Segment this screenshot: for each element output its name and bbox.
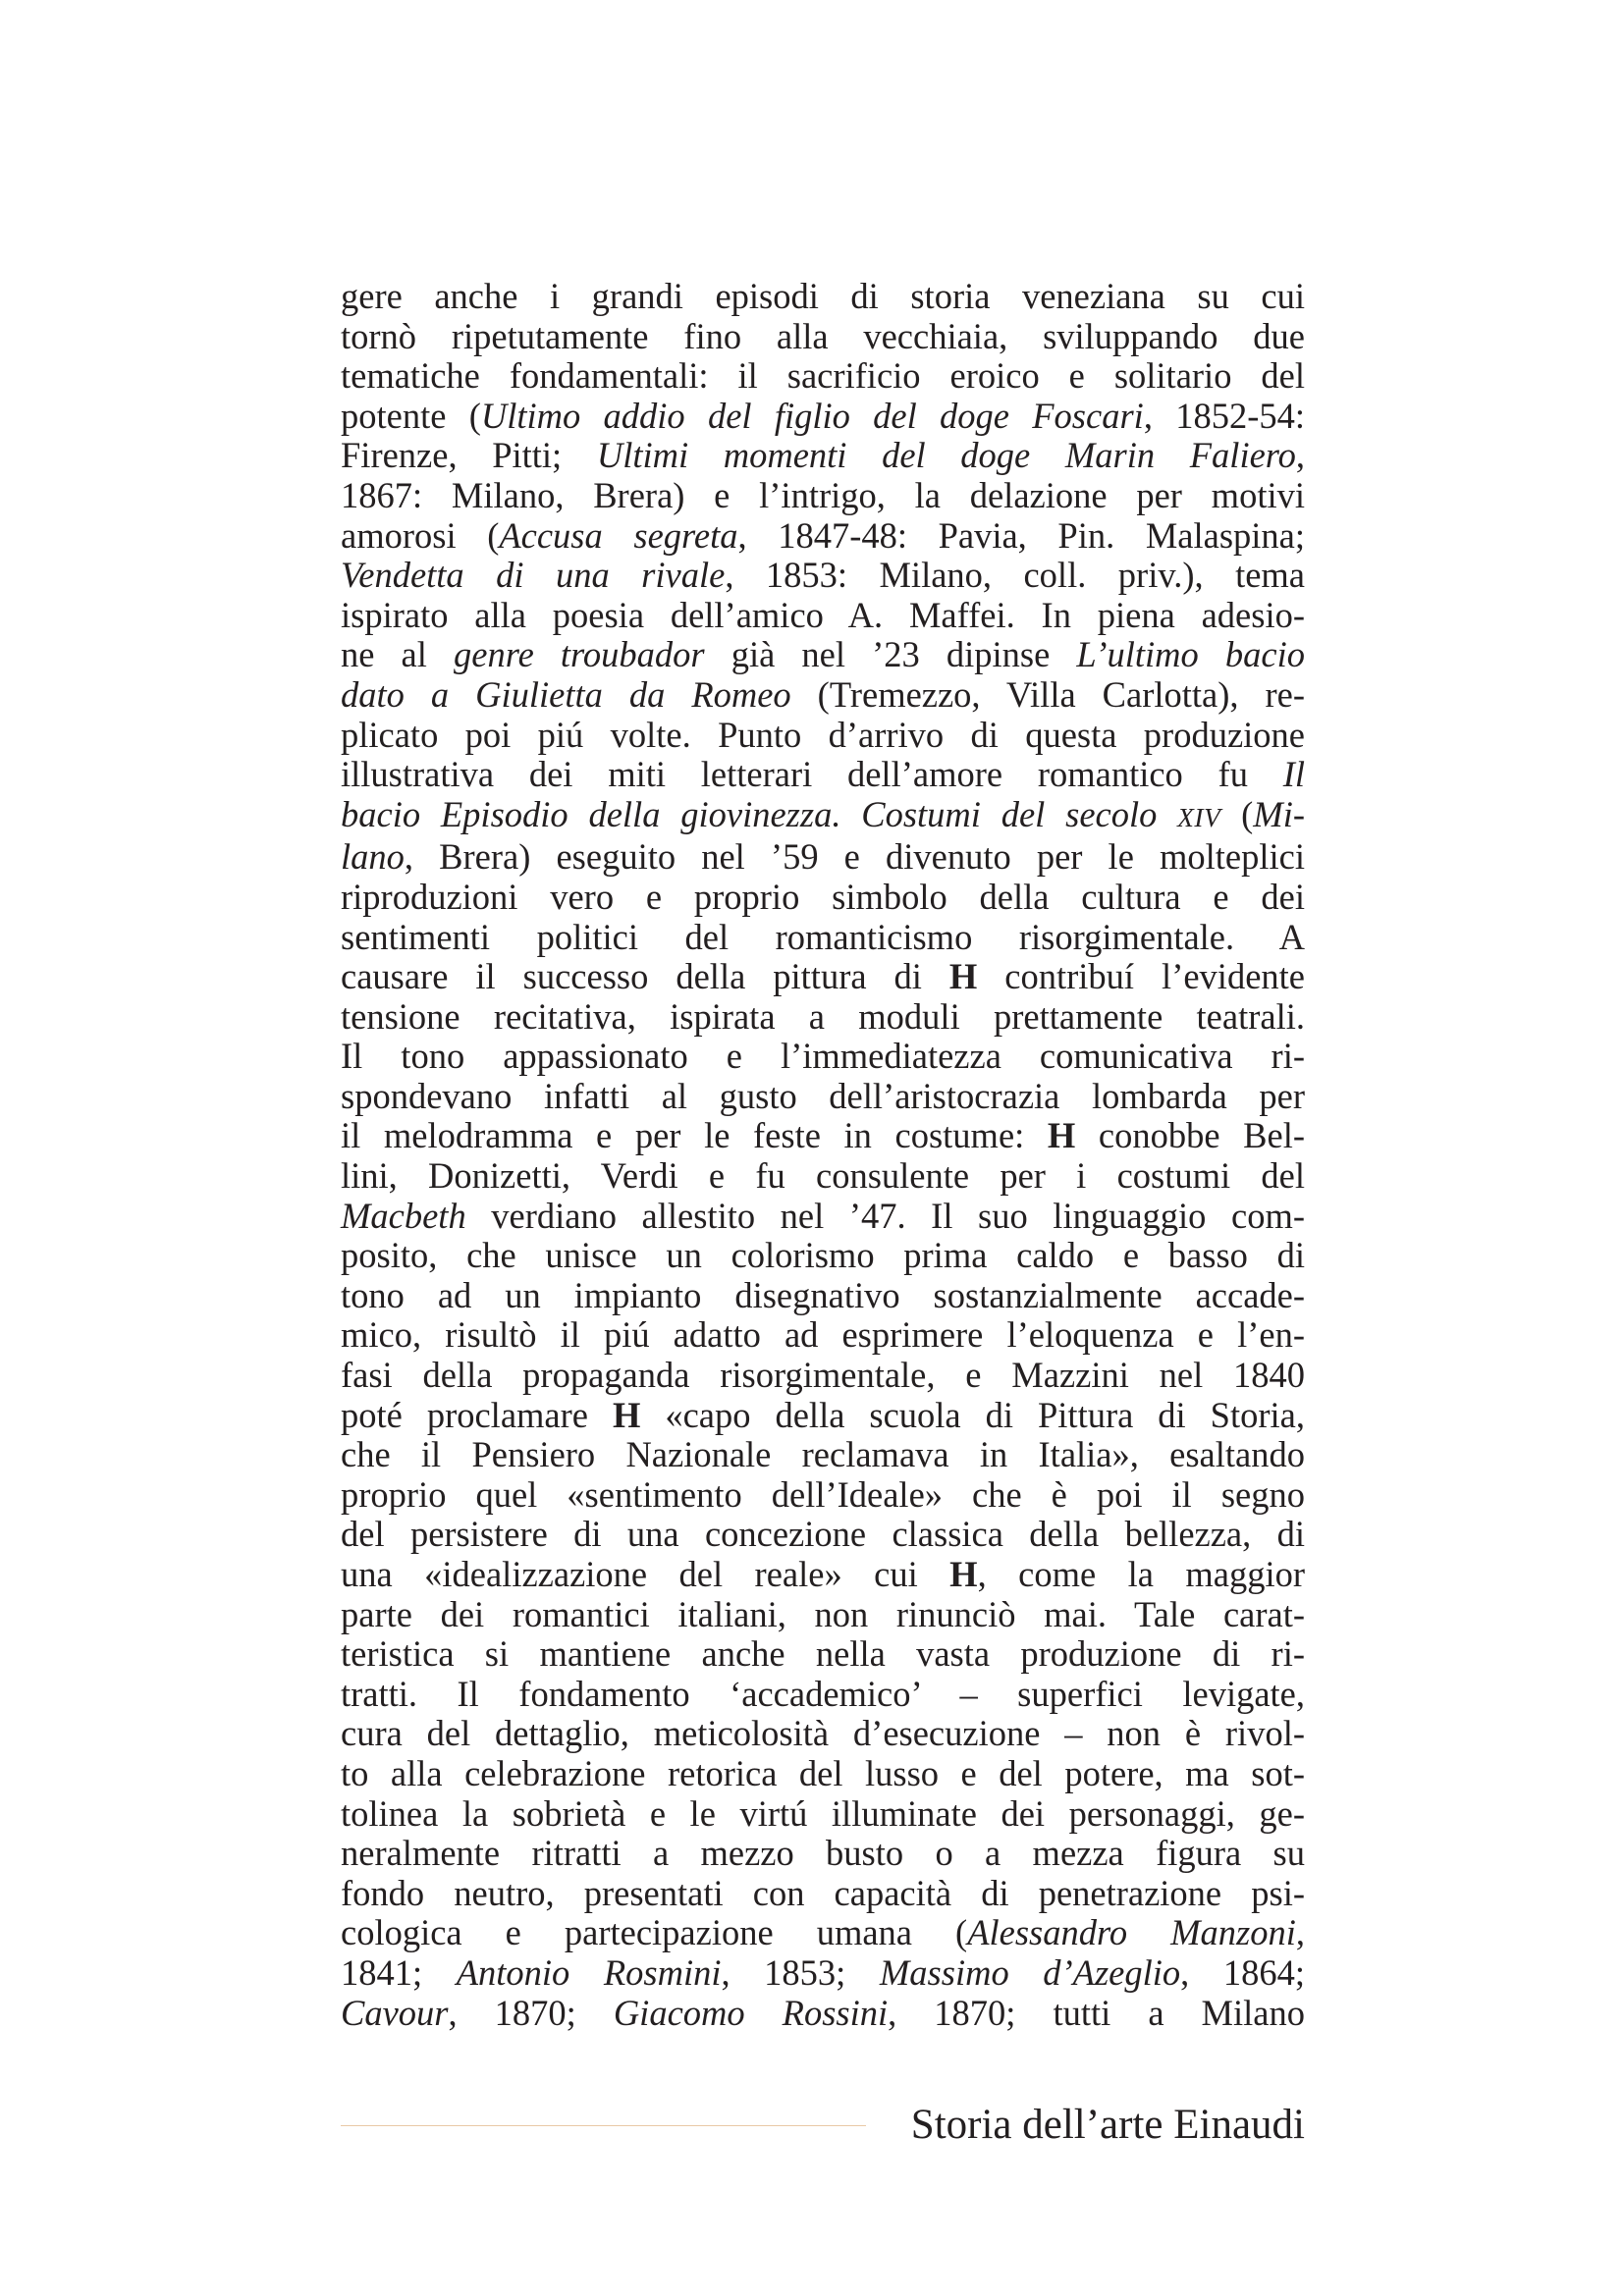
bold-initial: H: [1047, 1115, 1076, 1156]
text-line: [341, 277, 1305, 317]
text-run: spondevano infatti al gusto dell’aristocrazia lombarda per: [341, 1075, 1305, 1116]
text-line: [341, 1315, 1305, 1356]
text-run: amorosi (: [341, 514, 500, 556]
italic-text: bacio Episodio della giovinezza. Costumi del secolo: [341, 793, 1178, 834]
bold-initial: H: [948, 956, 978, 997]
text-run: poté proclamare: [341, 1394, 613, 1435]
text-run: , 1864;: [1180, 1951, 1305, 1993]
text-run: tono ad un impianto disegnativo sostanzialmente accade-: [341, 1274, 1305, 1315]
text-run: , 1852-54:: [1143, 395, 1306, 436]
footer-title: Storia dell’arte Einaudi: [910, 2102, 1305, 2148]
text-line: [341, 1197, 1305, 1237]
text-run: , 1870;: [448, 1992, 614, 2033]
italic-text: Accusa segreta: [499, 514, 738, 556]
text-run: ,: [1295, 435, 1306, 476]
text-run: cologica e partecipazione umana (: [341, 1912, 968, 1953]
italic-text: Alessandro Manzoni: [967, 1912, 1296, 1953]
text-line: [341, 1116, 1305, 1156]
text-line: [341, 596, 1305, 636]
text-run: una «idealizzazione del reale» cui: [341, 1554, 950, 1594]
text-line: [341, 1714, 1305, 1754]
italic-text: Ultimo addio del figlio del doge Foscari: [480, 395, 1144, 436]
italic-text: lano: [341, 836, 405, 878]
text-run: gere anche i grandi episodi di storia veneziana su cui: [341, 276, 1305, 316]
text-line: [341, 1475, 1305, 1516]
text-line: [341, 957, 1305, 997]
text-run: 1841;: [341, 1951, 457, 1993]
text-run: potente (: [341, 395, 481, 436]
text-run: proprio quel «sentimento dell’Ideale» che è poi il segno: [341, 1473, 1305, 1515]
text-run: , 1870; tutti a Milano: [888, 1992, 1305, 2033]
text-line: [341, 1435, 1305, 1475]
text-run: causare il successo della pittura di: [341, 956, 949, 997]
italic-text: Vendetta di una rivale: [341, 555, 726, 596]
text-run: riproduzioni vero e proprio simbolo della cultura e dei: [341, 876, 1305, 917]
text-line: [341, 1794, 1305, 1835]
text-line: [341, 1994, 1305, 2034]
text-run: 1867: Milano, Brera) e l’intrigo, la delazione per motivi: [341, 474, 1305, 515]
text-run: tolinea la sobrietà e le virtú illuminate dei personaggi, ge-: [341, 1792, 1305, 1834]
italic-text: Macbeth: [341, 1195, 466, 1236]
text-line: [341, 795, 1305, 838]
text-run: già nel ’23 dipinse: [704, 634, 1077, 675]
text-line: [341, 356, 1305, 397]
text-run: , 1847-48: Pavia, Pin. Malaspina;: [737, 514, 1306, 556]
text-run: che il Pensiero Nazionale reclamava in Italia», esaltando: [341, 1434, 1305, 1475]
text-line: [341, 476, 1305, 516]
text-run: plicato poi piú volte. Punto d’arrivo di questa produzione: [341, 714, 1305, 755]
bold-initial: H: [612, 1394, 641, 1435]
text-line: [341, 918, 1305, 958]
text-line: [341, 1077, 1305, 1117]
text-line: [341, 1555, 1305, 1595]
footer-rule: [341, 2125, 866, 2126]
text-line: [341, 1356, 1305, 1396]
text-line: [341, 1037, 1305, 1077]
text-run: ne al: [341, 634, 455, 675]
text-line: [341, 397, 1305, 437]
text-line: [341, 1396, 1305, 1436]
text-run: , come la maggior: [977, 1554, 1305, 1594]
text-line: [341, 516, 1305, 557]
italic-text: dato a Giulietta da Romeo: [341, 673, 791, 715]
text-line: [341, 317, 1305, 357]
text-line: [341, 755, 1305, 795]
text-run: lini, Donizetti, Verdi e fu consulente per i costumi del: [341, 1155, 1305, 1197]
text-run: tratti. Il fondamento ‘accademico’ – superfici levigate,: [341, 1673, 1305, 1714]
italic-text: Giacomo Rossini: [613, 1992, 889, 2033]
text-line: [341, 1156, 1305, 1197]
text-run: verdiano allestito nel ’47. Il suo linguaggio com-: [465, 1195, 1305, 1236]
italic-text: Ultimi momenti del doge Marin Faliero: [596, 435, 1296, 476]
text-line: [341, 878, 1305, 918]
text-line: [341, 1953, 1305, 1994]
text-run: Il tono appassionato e l’immediatezza comunicativa ri-: [341, 1036, 1305, 1077]
text-run: il melodramma e per le feste in costume:: [341, 1115, 1048, 1156]
italic-text: genre troubador: [454, 634, 705, 675]
text-line: [341, 1515, 1305, 1555]
text-run: fondo neutro, presentati con capacità di penetrazione psi-: [341, 1872, 1305, 1913]
italic-text: Antonio Rosmini: [456, 1951, 722, 1993]
body-text: [341, 277, 1305, 2033]
text-run: ,: [1295, 1912, 1305, 1953]
text-line: [341, 1754, 1305, 1794]
text-line: [341, 1595, 1305, 1635]
bold-initial: H: [949, 1554, 978, 1594]
text-run: tematiche fondamentali: il sacrificio eroico e solitario del: [341, 355, 1305, 397]
text-run: del persistere di una concezione classica della bellezza, di: [341, 1514, 1305, 1555]
text-run: , 1853;: [721, 1951, 880, 1993]
text-line: [341, 1236, 1305, 1276]
text-line: [341, 997, 1305, 1038]
text-run: cura del dettaglio, meticolosità d’esecuzione – non è rivol-: [341, 1713, 1305, 1754]
text-run: mico, risultò il piú adatto ad esprimere l’eloquenza e l’en-: [341, 1314, 1305, 1356]
italic-text: Cavour: [341, 1992, 449, 2033]
text-run: parte dei romantici italiani, non rinunciò mai. Tale carat-: [341, 1593, 1305, 1634]
text-line: [341, 1276, 1305, 1316]
text-line: [341, 1634, 1305, 1675]
text-run: , Brera) eseguito nel ’59 e divenuto per le molteplici: [404, 836, 1305, 878]
text-run: conobbe Bel-: [1075, 1115, 1305, 1156]
text-line: [341, 1834, 1305, 1874]
italic-text: Massimo d’Azeglio: [879, 1951, 1181, 1993]
text-run: , 1853: Milano, coll. priv.), tema: [725, 555, 1305, 596]
italic-text: XIV: [1177, 802, 1221, 832]
text-run: (: [1220, 793, 1254, 834]
text-line: [341, 837, 1305, 878]
text-run: fasi della propaganda risorgimentale, e Mazzini nel 1840: [341, 1355, 1305, 1396]
text-run: neralmente ritratti a mezzo busto o a mezza figura su: [341, 1833, 1305, 1874]
text-run: sentimenti politici del romanticismo risorgimentale. A: [341, 916, 1305, 957]
text-run: (Tremezzo, Villa Carlotta), re-: [790, 673, 1305, 715]
text-run: tensione recitativa, ispirata a moduli prettamente teatrali.: [341, 995, 1305, 1037]
text-run: to alla celebrazione retorica del lusso e del potere, ma sot-: [341, 1752, 1305, 1793]
text-run: Firenze, Pitti;: [341, 435, 597, 476]
text-run: teristica si mantiene anche nella vasta produzione di ri-: [341, 1633, 1305, 1675]
text-run: «capo della scuola di Pittura di Storia,: [640, 1394, 1305, 1435]
text-line: [341, 436, 1305, 476]
text-line: [341, 716, 1305, 756]
text-line: [341, 1675, 1305, 1715]
italic-text: Mi-: [1253, 793, 1305, 834]
italic-text: L’ultimo bacio: [1076, 634, 1305, 675]
italic-text: Il: [1282, 754, 1305, 795]
text-run: ispirato alla poesia dell’amico A. Maffei. In piena adesio-: [341, 594, 1305, 635]
text-line: [341, 675, 1305, 716]
text-line: [341, 635, 1305, 675]
text-line: [341, 1874, 1305, 1914]
text-run: posito, che unisce un colorismo prima caldo e basso di: [341, 1235, 1305, 1276]
text-line: [341, 1913, 1305, 1953]
text-run: illustrativa dei miti letterari dell’amore romantico fu: [341, 754, 1283, 795]
text-run: tornò ripetutamente fino alla vecchiaia, sviluppando due: [341, 315, 1305, 356]
text-run: contribuí l’evidente: [977, 956, 1305, 997]
text-line: [341, 556, 1305, 596]
